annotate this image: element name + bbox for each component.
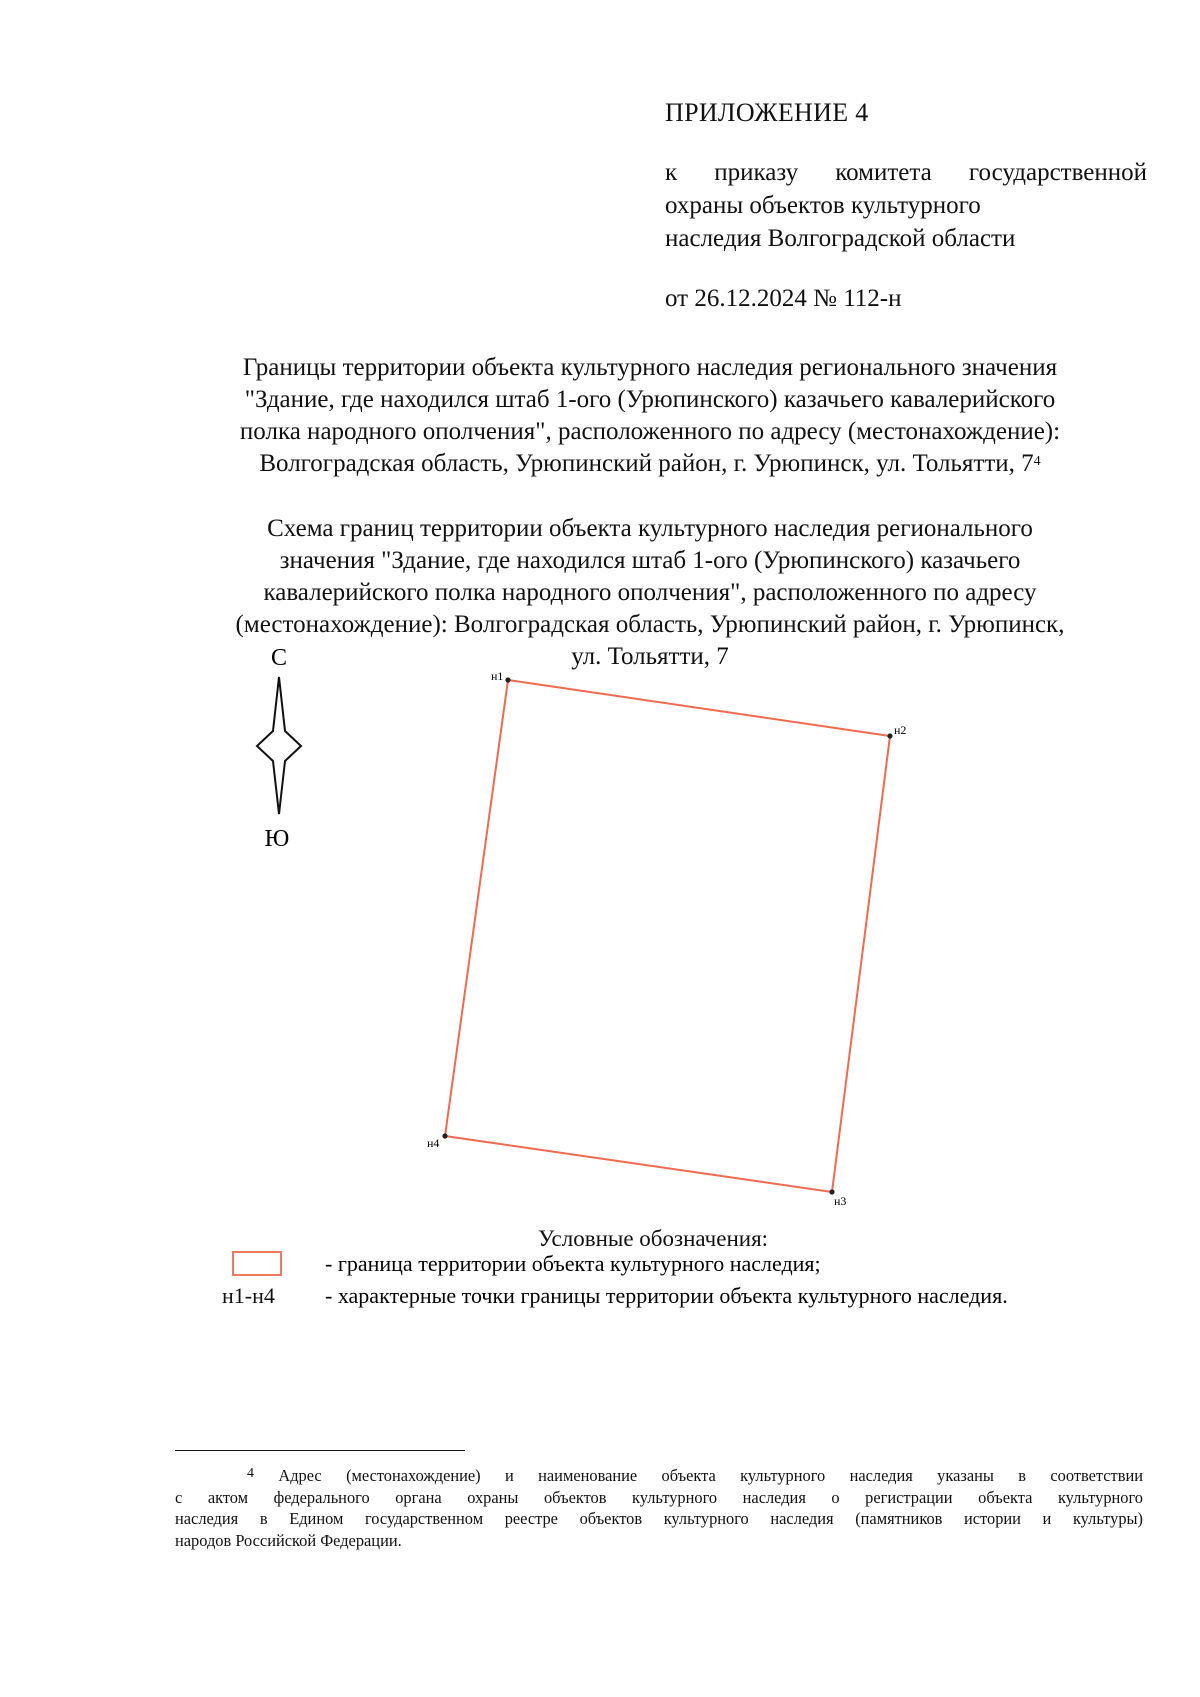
heading-line: Волгоградская область, Урюпинский район, г. Урюпинск, ул. Тольятти, 7 — [259, 450, 1034, 477]
boundary-point-n4 — [442, 1133, 447, 1138]
heading-line: "Здание, где находился штаб 1-ого (Урюпинского) казачьего кавалерийского — [244, 386, 1056, 413]
heading-line: значения "Здание, где находился штаб 1-ого (Урюпинского) казачьего — [279, 547, 1021, 574]
compass-north-label: С — [270, 645, 288, 671]
point-label-n3: н3 — [834, 1194, 847, 1208]
footnote-line: Адрес (местонахождение) и наименование объекта культурного наследия указаны в соответствии — [278, 1466, 1143, 1485]
footnote-line: наследия в Едином государственном реестре объектов культурного наследия (памятников истории и культуры) — [175, 1509, 1143, 1528]
heading-line: полка народного ополчения", расположенного по адресу (местонахождение): — [239, 418, 1061, 445]
boundary-point-n1 — [505, 677, 510, 682]
order-date-number: от 26.12.2024 № 112-н — [665, 285, 902, 312]
legend-points-label: н1-н4 — [222, 1283, 275, 1308]
heading-line: ул. Тольятти, 7 — [571, 643, 729, 670]
appendix-title: ПРИЛОЖЕНИЕ 4 — [665, 98, 869, 127]
heading-line: кавалерийского полка народного ополчения", расположенного по адресу — [263, 579, 1037, 606]
footnote-mark: 4 — [247, 1466, 254, 1481]
legend-boundary-text: - граница территории объекта культурного наследия; — [325, 1251, 821, 1276]
footnote-line: с актом федерального органа охраны объектов культурного наследия о регистрации объекта культурного — [175, 1487, 1143, 1507]
footnote — [175, 1465, 1143, 1551]
boundary-point-n2 — [887, 733, 892, 738]
heading-line: Границы территории объекта культурного наследия регионального значения — [242, 354, 1058, 381]
footnote-reference[interactable]: 4 — [1033, 454, 1041, 469]
heading-line: Схема границ территории объекта культурного наследия регионального — [267, 515, 1033, 542]
appendix-to-line: к приказу комитета государственной — [665, 159, 1147, 186]
compass-south-label: Ю — [264, 826, 290, 852]
heading-line: (местонахождение): Волгоградская область, Урюпинский район, г. Урюпинск, — [235, 611, 1065, 638]
point-label-n1: н1 — [491, 669, 504, 683]
appendix-to-line: наследия Волгоградской области — [665, 225, 1016, 252]
legend-points-text: - характерные точки границы территории объекта культурного наследия. — [325, 1283, 1008, 1308]
footnote-divider — [175, 1450, 465, 1451]
legend-title: Условные обозначения: — [538, 1226, 769, 1251]
point-label-n2: н2 — [894, 723, 907, 737]
heritage-boundary — [445, 680, 890, 1192]
footnote-line-first — [175, 1465, 1143, 1487]
footnote-line: народов Российской Федерации. — [175, 1530, 402, 1550]
appendix-to-line: охраны объектов культурного — [665, 192, 981, 219]
point-label-n4: н4 — [427, 1136, 440, 1150]
north-arrow-icon — [257, 677, 301, 814]
legend-boundary-swatch — [232, 1251, 282, 1276]
